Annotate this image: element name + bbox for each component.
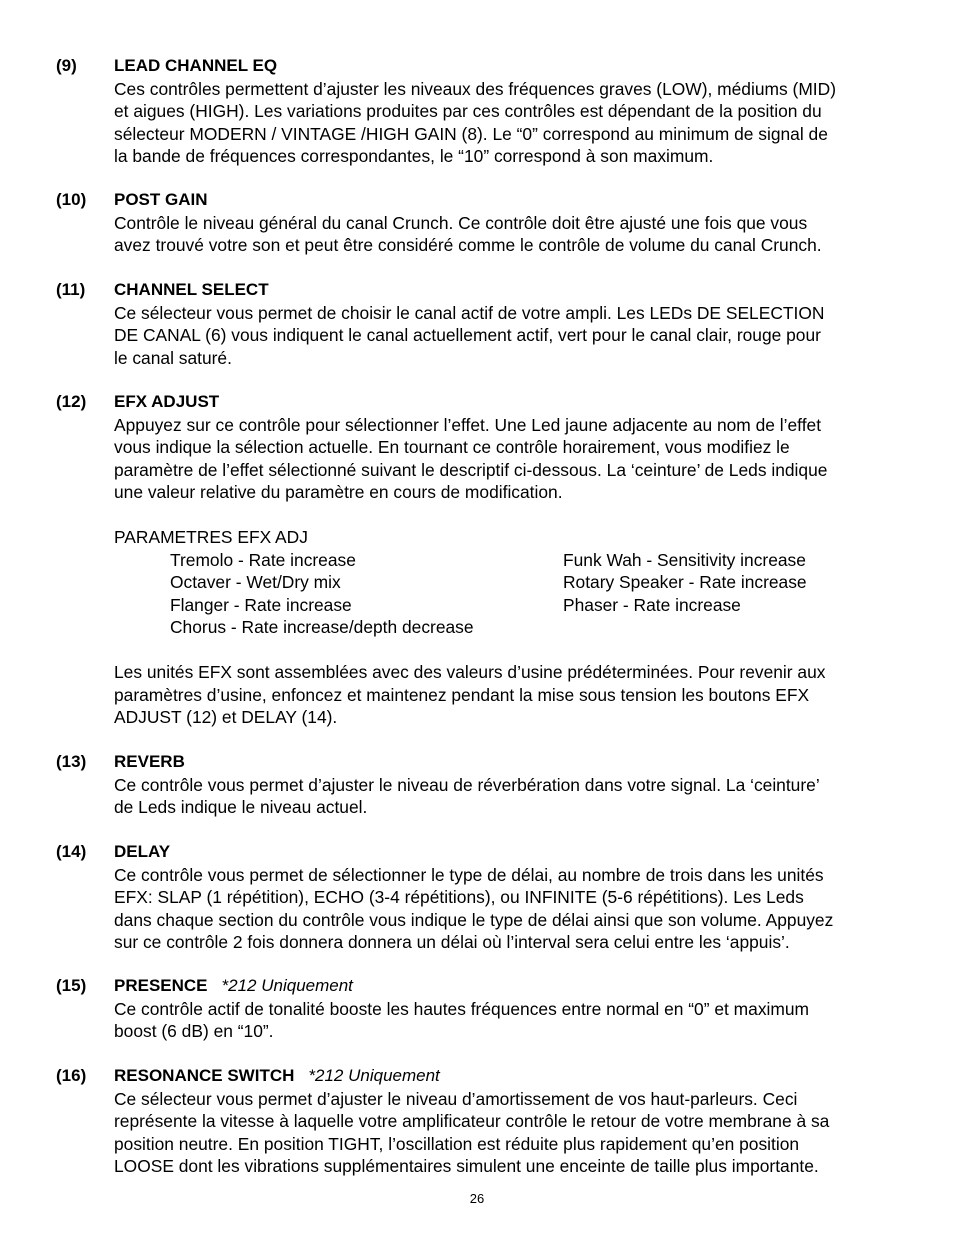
body-line: sélecteur MODERN / VINTAGE /HIGH GAIN (8). Le “0” correspond au minimum de signal de xyxy=(114,123,828,144)
body-line: vous indique la sélection actuelle. En tournant ce contrôle horairement, vous modifiez le xyxy=(114,437,790,457)
section-title xyxy=(114,189,208,212)
section-title-text: CHANNEL SELECT xyxy=(114,280,269,299)
section-note: *212 Uniquement xyxy=(221,976,353,995)
section-number: (14) xyxy=(56,842,87,861)
efx-param-item: Funk Wah - Sensitivity increase xyxy=(563,549,806,570)
section-title-text: RESONANCE SWITCH xyxy=(114,1066,295,1085)
body-line: Ce sélecteur vous permet de choisir le canal actif de votre ampli. Les LEDs DE SELECTION xyxy=(114,302,825,323)
page-number: 26 xyxy=(469,1191,485,1206)
body-line: Ce contrôle actif de tonalité booste les hautes fréquences entre normal en “0” et maximum xyxy=(114,998,810,1019)
efx-param-item: Tremolo - Rate increase xyxy=(170,549,356,570)
body-line: la bande de fréquences correspondantes, le “10” correspond à son maximum. xyxy=(114,146,714,166)
body-line: et aigues (HIGH). Les variations produites par ces contrôles est dépendant de la position du xyxy=(114,101,822,121)
body-line: une valeur relative du paramètre en cours de modification. xyxy=(114,482,563,502)
efx-param-item: Phaser - Rate increase xyxy=(563,594,741,615)
section-body xyxy=(114,1088,914,1178)
section-number: (10) xyxy=(56,190,87,209)
body-line: Contrôle le niveau général du canal Crunch. Ce contrôle doit être ajusté une fois que vous xyxy=(114,212,808,233)
body-line: paramètres d’usine, enfoncez et maintenez pendant la mise sous tension les boutons EFX xyxy=(114,684,810,705)
body-line: Ce sélecteur vous permet d’ajuster le niveau d’amortissement de vos haut-parleurs. Ceci xyxy=(114,1088,798,1109)
section-title xyxy=(114,751,185,774)
section-title-text: PRESENCE xyxy=(114,976,208,995)
body-line: DE CANAL (6) vous indiquent le canal actuellement actif, vert pour le canal clair, rouge pour xyxy=(114,325,821,345)
section-title xyxy=(114,391,219,414)
body-line: Les unités EFX sont assemblées avec des valeurs d’usine prédéterminées. Pour revenir aux xyxy=(114,662,826,682)
section-title xyxy=(114,841,170,864)
efx-params-left-column xyxy=(170,549,474,639)
section-number: (15) xyxy=(56,976,87,995)
section-number: (13) xyxy=(56,752,87,771)
body-line: de Leds indique le niveau actuel. xyxy=(114,797,368,817)
section-title-text: REVERB xyxy=(114,752,185,771)
body-line: position neutre. En position TIGHT, l’oscillation est réduite plus rapidement qu’en position xyxy=(114,1133,800,1154)
body-line: le canal saturé. xyxy=(114,347,232,368)
efx-param-item: Octaver - Wet/Dry mix xyxy=(170,572,341,592)
body-line: boost (6 dB) en “10”. xyxy=(114,1021,274,1041)
efx-factory-note xyxy=(114,661,825,729)
section-title-text: LEAD CHANNEL EQ xyxy=(114,56,278,75)
section-title xyxy=(114,279,269,302)
section-title xyxy=(114,1065,440,1088)
body-line: dans chaque section du contrôle vous indique le type de délai ainsi que son volume. Appuyez xyxy=(114,909,834,930)
section-title xyxy=(114,975,353,998)
section-title-text: DELAY xyxy=(114,842,171,861)
section-number: (16) xyxy=(56,1066,87,1085)
section-number: (11) xyxy=(56,280,86,299)
body-line: ADJUST (12) et DELAY (14). xyxy=(114,707,338,727)
body-line: représente la vitesse à laquelle votre amplificateur contrôle le retour de votre membrane à sa xyxy=(114,1111,830,1131)
efx-param-item: Rotary Speaker - Rate increase xyxy=(563,572,807,592)
section-body xyxy=(114,414,914,504)
body-line: LOOSE dont les vibrations supplémentaires simulent une enceinte de taille plus importante. xyxy=(114,1156,819,1176)
section-note: *212 Uniquement xyxy=(308,1066,440,1085)
section-title xyxy=(114,55,277,78)
efx-params-heading: PARAMETRES EFX ADJ xyxy=(114,527,308,547)
body-line: sur ce contrôle 2 fois donnera donnera un délai où l’interval sera celui entre les ‘appuis’. xyxy=(114,932,790,952)
efx-params-right-column xyxy=(563,549,807,617)
section-body xyxy=(114,864,914,954)
body-line: Ces contrôles permettent d’ajuster les niveaux des fréquences graves (LOW), médiums (MID) xyxy=(114,78,836,99)
section-body xyxy=(114,774,914,819)
body-line: Appuyez sur ce contrôle pour sélectionner l’effet. Une Led jaune adjacente au nom de l’effet xyxy=(114,414,822,435)
body-line: paramètre de l’effet sélectionné suivant le descriptif ci-dessous. La ‘ceinture’ de Leds indique xyxy=(114,459,828,480)
section-body xyxy=(114,78,914,168)
body-line: Ce contrôle vous permet de sélectionner le type de délai, au nombre de trois dans les unités xyxy=(114,864,824,885)
body-line: Ce contrôle vous permet d’ajuster le niveau de réverbération dans votre signal. La ‘ceinture’ xyxy=(114,774,820,795)
section-title-text: EFX ADJUST xyxy=(114,392,220,411)
section-title-text: POST GAIN xyxy=(114,190,208,209)
efx-param-item: Flanger - Rate increase xyxy=(170,594,352,615)
section-number: (9) xyxy=(56,56,77,75)
section-number: (12) xyxy=(56,392,87,411)
section-body xyxy=(114,302,914,370)
section-body xyxy=(114,998,914,1043)
body-line: avez trouvé votre son et peut être considéré comme le contrôle de volume du canal Crunch. xyxy=(114,235,822,255)
body-line: EFX: SLAP (1 répétition), ECHO (3-4 répétitions), ou INFINITE (5-6 répétitions). Les Leds xyxy=(114,887,804,907)
efx-param-item: Chorus - Rate increase/depth decrease xyxy=(170,617,474,637)
section-body xyxy=(114,212,914,257)
